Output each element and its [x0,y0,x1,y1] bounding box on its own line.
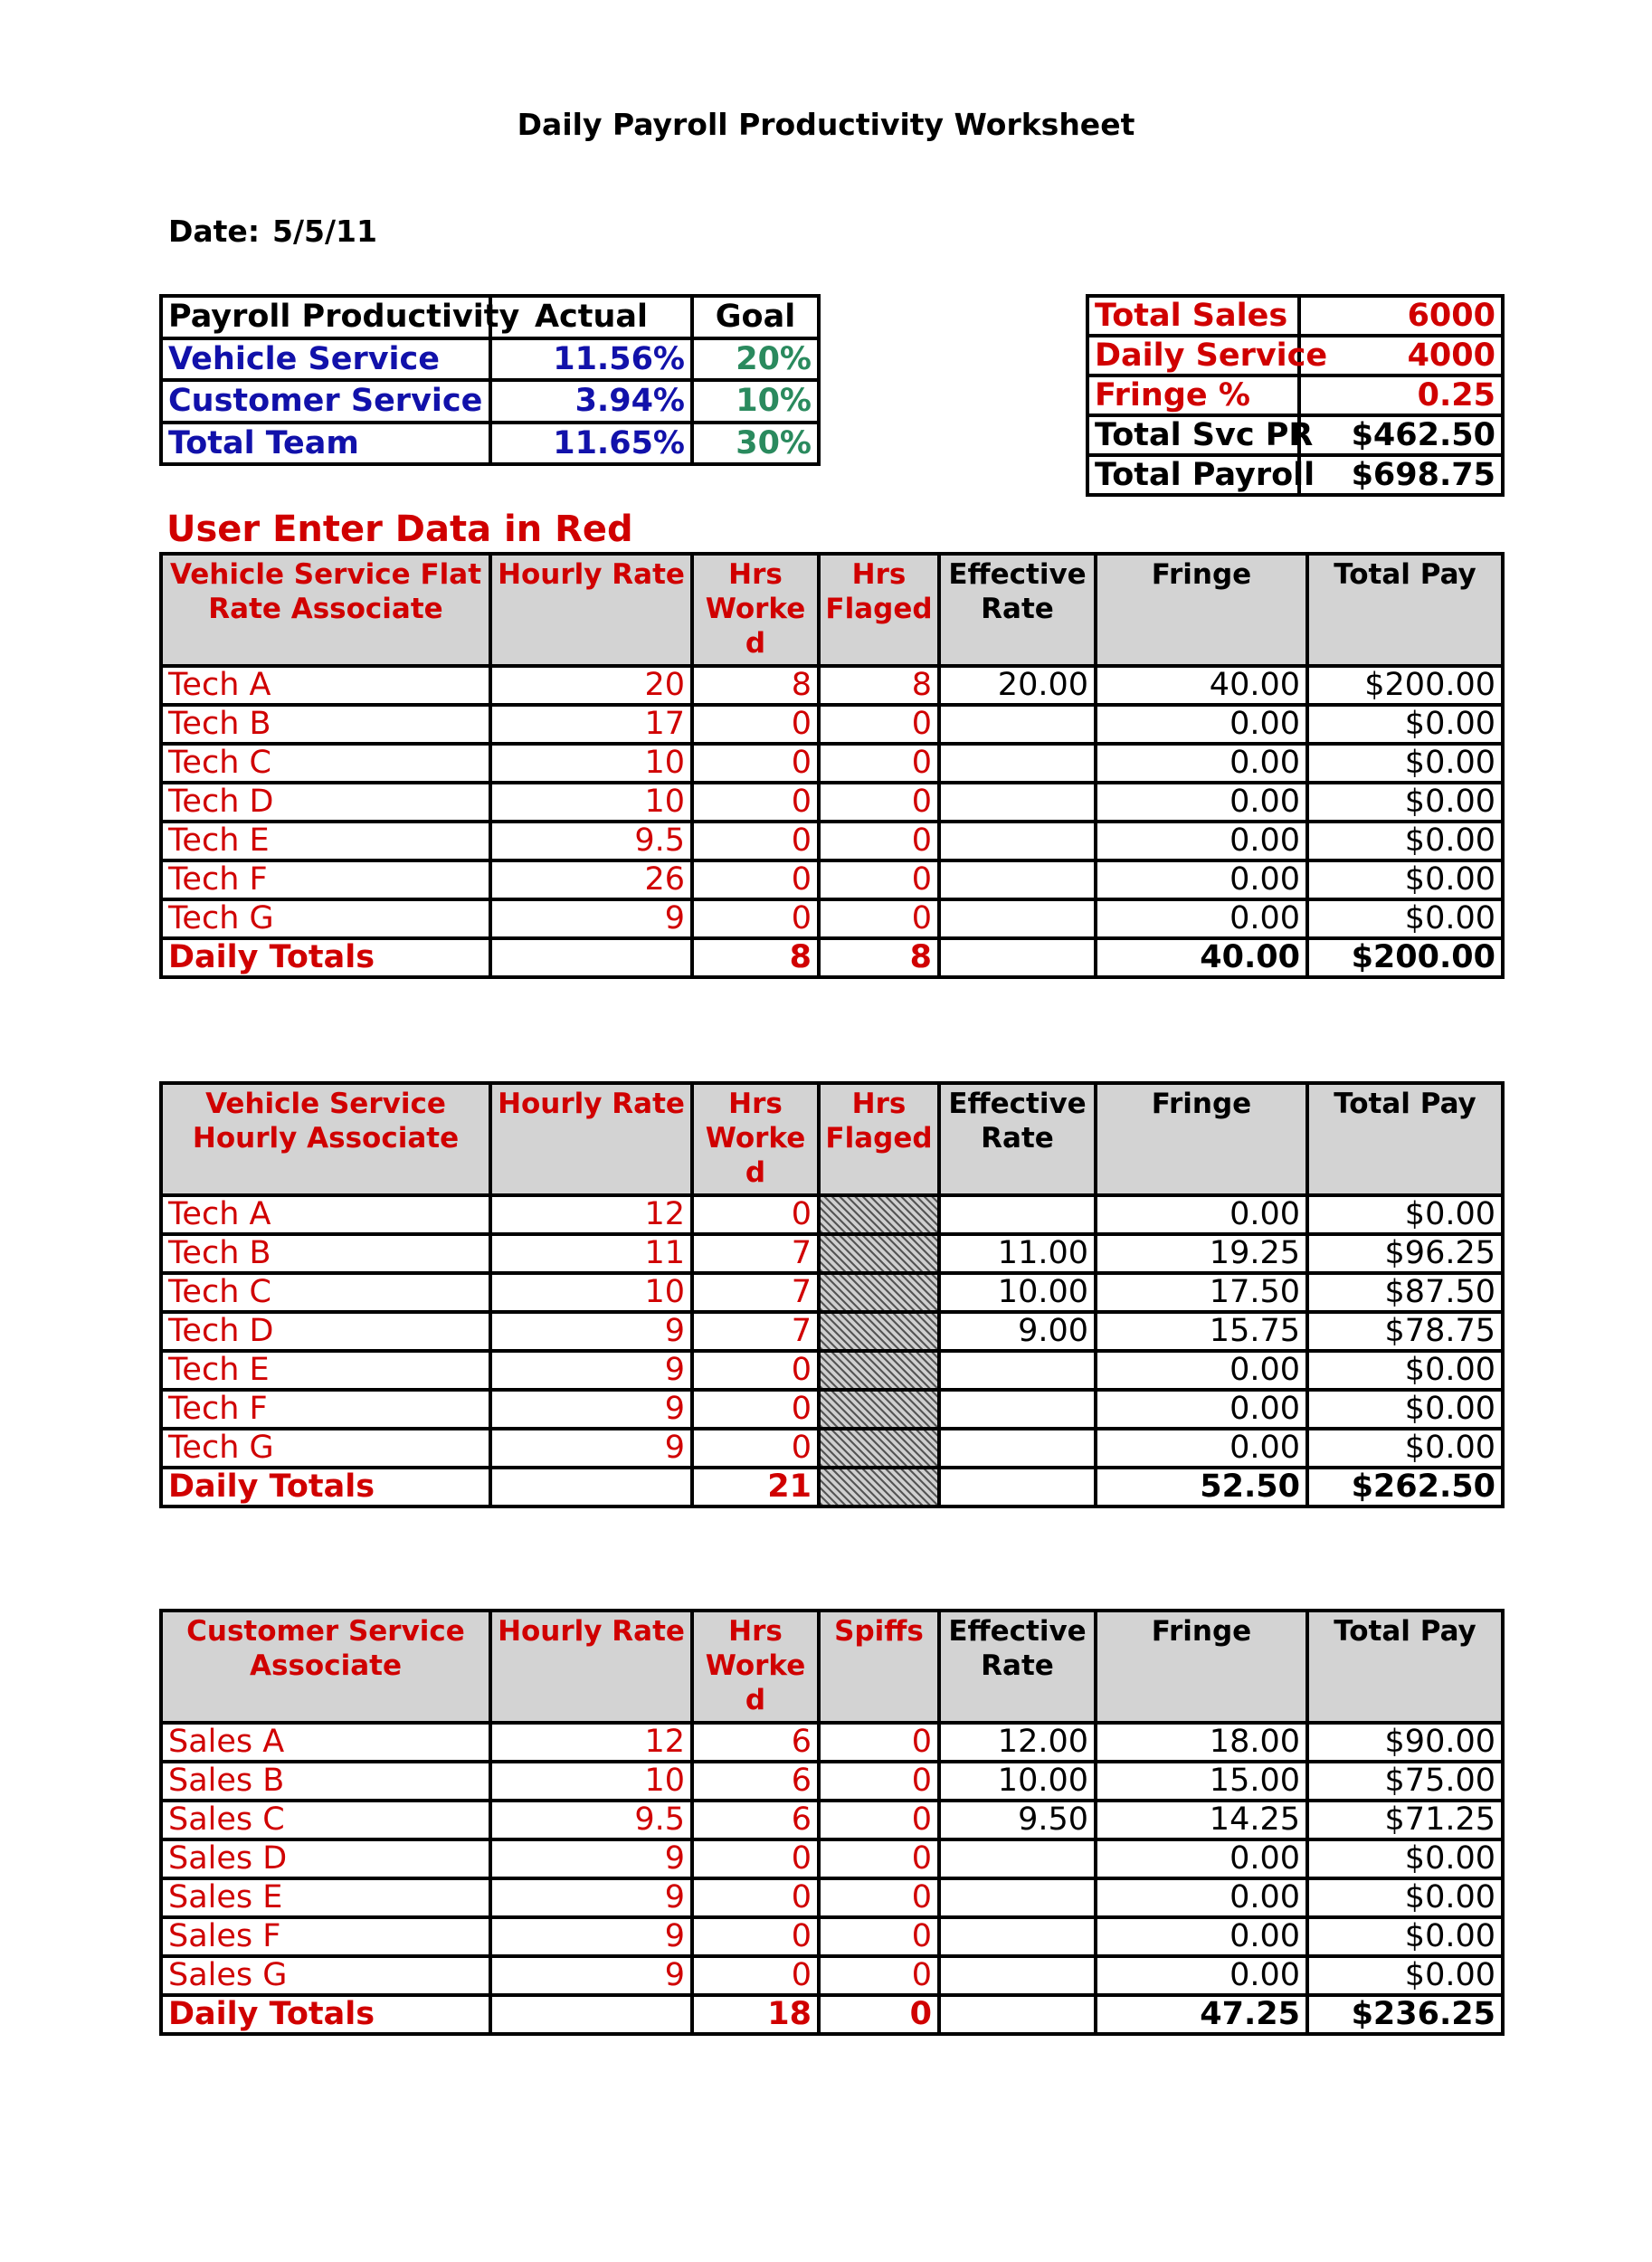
hourly-rate-cell[interactable]: 12 [490,1195,692,1234]
totals-label: Daily Totals [161,1995,490,2034]
total-pay-cell: $0.00 [1307,1956,1503,1995]
table-row [161,1234,1503,1273]
total-pay-cell: $71.25 [1307,1801,1503,1839]
prod-row-label: Total Team [161,423,490,465]
hourly-rate-cell[interactable]: 20 [490,666,692,705]
totals-row [161,938,1503,977]
hrs-worked-cell[interactable]: 6 [692,1801,819,1839]
hourly-rate-cell[interactable]: 11 [490,1234,692,1273]
total-pay-cell: $0.00 [1307,1839,1503,1878]
column-header: Fringe [1096,554,1307,666]
prod-header-label: Payroll Productivity [161,296,490,338]
hrs-worked-cell[interactable]: 0 [692,1917,819,1956]
total-pay-cell: $78.75 [1307,1312,1503,1351]
fringe-cell: 0.00 [1096,1195,1307,1234]
hourly-rate-cell[interactable]: 10 [490,1762,692,1801]
fringe-cell: 0.00 [1096,783,1307,822]
fringe-cell: 15.00 [1096,1762,1307,1801]
hrs-flagged-cell [819,1195,939,1234]
column-header: Effective Rate [939,554,1096,666]
fringe-cell: 40.00 [1096,666,1307,705]
total-pay-cell: $0.00 [1307,1195,1503,1234]
effective-rate-cell [939,1839,1096,1878]
hourly-rate-cell[interactable]: 9 [490,1839,692,1878]
hrs-flagged-cell[interactable]: 0 [819,783,939,822]
column-header: Vehicle Service Hourly Associate [161,1083,490,1195]
fringe-cell: 0.00 [1096,1390,1307,1429]
total-pay-total: $262.50 [1307,1468,1503,1506]
prod-row-goal[interactable]: 10% [692,380,819,423]
hrs-flagged-total: 0 [819,1995,939,2034]
hrs-worked-cell[interactable]: 7 [692,1273,819,1312]
fringe-cell: 0.00 [1096,1956,1307,1995]
hourly-rate-cell[interactable]: 9 [490,1429,692,1468]
fringe-total: 47.25 [1096,1995,1307,2034]
effective-rate-cell: 20.00 [939,666,1096,705]
associate-name-cell[interactable]: Sales E [161,1878,490,1917]
fringe-cell: 0.00 [1096,1917,1307,1956]
hrs-worked-cell[interactable]: 0 [692,783,819,822]
fringe-cell: 0.00 [1096,1351,1307,1390]
hrs-worked-cell[interactable]: 0 [692,1351,819,1390]
table-row [161,666,1503,705]
date-value[interactable]: 5/5/11 [272,214,377,249]
effective-rate-cell: 10.00 [939,1273,1096,1312]
table-row [161,1195,1503,1234]
total-pay-cell: $0.00 [1307,860,1503,899]
column-header: Hrs Worke d [692,1611,819,1723]
fringe-cell: 18.00 [1096,1723,1307,1762]
hrs-flagged-cell [819,1429,939,1468]
hourly-rate-total [490,1468,692,1506]
total-pay-cell: $0.00 [1307,1429,1503,1468]
table-row [161,1390,1503,1429]
hrs-worked-cell[interactable]: 0 [692,744,819,783]
prod-row-goal[interactable]: 20% [692,338,819,381]
hrs-flagged-total [819,1468,939,1506]
hourly-rate-cell[interactable]: 10 [490,783,692,822]
table-row [161,744,1503,783]
effective-rate-cell [939,1878,1096,1917]
associate-name-cell[interactable]: Tech B [161,705,490,744]
hourly-rate-cell[interactable]: 9 [490,1390,692,1429]
effective-rate-total [939,1468,1096,1506]
table-row [161,899,1503,938]
total-pay-cell: $0.00 [1307,744,1503,783]
table-row [161,1351,1503,1390]
hrs-worked-cell[interactable]: 7 [692,1234,819,1273]
column-header: Vehicle Service Flat Rate Associate [161,554,490,666]
hourly-rate-total [490,938,692,977]
hrs-worked-cell[interactable]: 6 [692,1762,819,1801]
summary-label: Total Svc PR [1087,415,1299,455]
associate-name-cell[interactable]: Tech C [161,744,490,783]
hourly-rate-cell[interactable]: 9 [490,1351,692,1390]
hourly-rate-cell[interactable]: 10 [490,1273,692,1312]
fringe-cell: 19.25 [1096,1234,1307,1273]
hourly-rate-cell[interactable]: 9 [490,899,692,938]
prod-row-label: Customer Service [161,380,490,423]
hourly-rate-cell[interactable]: 9 [490,1917,692,1956]
fringe-cell: 0.00 [1096,1429,1307,1468]
prod-row-label: Vehicle Service [161,338,490,381]
hourly-rate-cell[interactable]: 12 [490,1723,692,1762]
effective-rate-cell [939,744,1096,783]
effective-rate-cell [939,860,1096,899]
total-pay-cell: $0.00 [1307,1351,1503,1390]
hourly-rate-cell[interactable]: 9 [490,1878,692,1917]
hrs-flagged-cell [819,1351,939,1390]
associate-name-cell[interactable]: Sales G [161,1956,490,1995]
fringe-cell: 0.00 [1096,1878,1307,1917]
column-header: Hourly Rate [490,1611,692,1723]
hourly-rate-cell[interactable]: 9 [490,1956,692,1995]
hrs-worked-cell[interactable]: 0 [692,1390,819,1429]
page-title: Daily Payroll Productivity Worksheet [517,107,1135,142]
column-header: Hrs Worke d [692,554,819,666]
summary-value-input[interactable]: 4000 [1299,336,1503,375]
column-header: Hourly Rate [490,554,692,666]
customer-service-table [159,1609,1505,2036]
date-label: Date: [168,214,261,249]
total-pay-cell: $0.00 [1307,1878,1503,1917]
effective-rate-cell [939,1917,1096,1956]
fringe-cell: 0.00 [1096,744,1307,783]
hrs-flagged-cell[interactable]: 0 [819,822,939,860]
associate-name-cell[interactable]: Sales F [161,1917,490,1956]
summary-label: Daily Service [1087,336,1299,375]
date-line [168,214,377,249]
hrs-worked-cell[interactable]: 0 [692,1956,819,1995]
table-row [161,705,1503,744]
prod-row-actual: 3.94% [490,380,692,423]
effective-rate-cell: 11.00 [939,1234,1096,1273]
hrs-worked-cell[interactable]: 0 [692,705,819,744]
hrs-flagged-cell [819,1234,939,1273]
table-row [161,860,1503,899]
hourly-rate-cell[interactable]: 9.5 [490,822,692,860]
column-header: Total Pay [1307,1611,1503,1723]
hrs-worked-cell[interactable]: 0 [692,1429,819,1468]
associate-name-cell[interactable]: Tech E [161,822,490,860]
column-header: Fringe [1096,1611,1307,1723]
table-row [161,1762,1503,1801]
effective-rate-cell [939,1429,1096,1468]
hrs-worked-cell[interactable]: 6 [692,1723,819,1762]
column-header: Fringe [1096,1083,1307,1195]
fringe-cell: 0.00 [1096,822,1307,860]
hrs-flagged-cell[interactable]: 0 [819,1917,939,1956]
table-row [161,1273,1503,1312]
total-pay-cell: $0.00 [1307,1917,1503,1956]
effective-rate-total [939,1995,1096,2034]
summary-label: Total Payroll [1087,455,1299,495]
column-header: Effective Rate [939,1611,1096,1723]
associate-name-cell[interactable]: Sales D [161,1839,490,1878]
effective-rate-cell: 12.00 [939,1723,1096,1762]
column-header: Spiffs [819,1611,939,1723]
summary-value-input[interactable]: 0.25 [1299,375,1503,415]
effective-rate-cell [939,1195,1096,1234]
associate-name-cell[interactable]: Sales A [161,1723,490,1762]
associate-name-cell[interactable]: Tech D [161,783,490,822]
effective-rate-cell [939,1956,1096,1995]
totals-label: Daily Totals [161,1468,490,1506]
hrs-flagged-cell[interactable]: 0 [819,1956,939,1995]
effective-rate-cell [939,783,1096,822]
effective-rate-cell [939,1390,1096,1429]
column-header: Hrs Flaged [819,1083,939,1195]
associate-name-cell[interactable]: Sales C [161,1801,490,1839]
hrs-worked-total: 18 [692,1995,819,2034]
table-row [161,1839,1503,1878]
fringe-cell: 14.25 [1096,1801,1307,1839]
hourly-rate-cell[interactable]: 26 [490,860,692,899]
effective-rate-cell [939,1351,1096,1390]
hrs-flagged-cell[interactable]: 0 [819,1723,939,1762]
hourly-rate-total [490,1995,692,2034]
associate-name-cell[interactable]: Tech D [161,1312,490,1351]
hourly-table [159,1081,1505,1508]
column-header: Total Pay [1307,1083,1503,1195]
effective-rate-total [939,938,1096,977]
fringe-total: 52.50 [1096,1468,1307,1506]
fringe-cell: 0.00 [1096,1839,1307,1878]
total-pay-cell: $87.50 [1307,1273,1503,1312]
associate-name-cell[interactable]: Tech F [161,860,490,899]
flat-rate-table [159,552,1505,979]
total-pay-cell: $0.00 [1307,783,1503,822]
table-row [161,783,1503,822]
total-pay-total: $236.25 [1307,1995,1503,2034]
total-pay-cell: $0.00 [1307,705,1503,744]
hrs-flagged-total: 8 [819,938,939,977]
table-row [161,1312,1503,1351]
hrs-worked-cell[interactable]: 0 [692,1878,819,1917]
associate-name-cell[interactable]: Tech A [161,666,490,705]
totals-label: Daily Totals [161,938,490,977]
hrs-flagged-cell[interactable]: 0 [819,1878,939,1917]
total-pay-cell: $75.00 [1307,1762,1503,1801]
effective-rate-cell [939,705,1096,744]
hrs-flagged-cell[interactable]: 0 [819,705,939,744]
associate-name-cell[interactable]: Tech G [161,1429,490,1468]
associate-name-cell[interactable]: Tech F [161,1390,490,1429]
effective-rate-cell [939,822,1096,860]
hrs-flagged-cell [819,1312,939,1351]
total-pay-cell: $0.00 [1307,899,1503,938]
summary-table [1086,294,1505,497]
prod-row-actual: 11.56% [490,338,692,381]
column-header: Total Pay [1307,554,1503,666]
effective-rate-cell [939,899,1096,938]
hourly-rate-cell[interactable]: 10 [490,744,692,783]
summary-value-input[interactable]: 6000 [1299,296,1503,336]
user-instruction: User Enter Data in Red [166,508,633,550]
summary-value: $698.75 [1299,455,1503,495]
total-pay-cell: $200.00 [1307,666,1503,705]
hourly-rate-cell[interactable]: 17 [490,705,692,744]
fringe-cell: 0.00 [1096,899,1307,938]
effective-rate-cell: 10.00 [939,1762,1096,1801]
prod-row-goal[interactable]: 30% [692,423,819,465]
column-header: Hrs Flaged [819,554,939,666]
hrs-worked-cell[interactable]: 0 [692,860,819,899]
table-row [161,1429,1503,1468]
hrs-flagged-cell[interactable]: 0 [819,1839,939,1878]
hourly-rate-cell[interactable]: 9 [490,1312,692,1351]
table-row [161,1801,1503,1839]
associate-name-cell[interactable]: Tech B [161,1234,490,1273]
total-pay-cell: $0.00 [1307,1390,1503,1429]
fringe-cell: 15.75 [1096,1312,1307,1351]
associate-name-cell[interactable]: Sales B [161,1762,490,1801]
prod-row-actual: 11.65% [490,423,692,465]
summary-label: Fringe % [1087,375,1299,415]
hrs-worked-cell[interactable]: 0 [692,899,819,938]
hrs-flagged-cell [819,1273,939,1312]
table-row [161,1956,1503,1995]
summary-value: $462.50 [1299,415,1503,455]
total-pay-total: $200.00 [1307,938,1503,977]
hrs-worked-cell[interactable]: 0 [692,1195,819,1234]
hrs-flagged-cell[interactable]: 0 [819,860,939,899]
total-pay-cell: $90.00 [1307,1723,1503,1762]
hourly-rate-cell[interactable]: 9.5 [490,1801,692,1839]
totals-row [161,1468,1503,1506]
hrs-flagged-cell[interactable]: 0 [819,1762,939,1801]
associate-name-cell[interactable]: Tech C [161,1273,490,1312]
table-row [161,822,1503,860]
column-header: Hrs Worke d [692,1083,819,1195]
table-row [161,1917,1503,1956]
fringe-cell: 0.00 [1096,705,1307,744]
table-row [161,1878,1503,1917]
fringe-total: 40.00 [1096,938,1307,977]
hrs-flagged-cell[interactable]: 8 [819,666,939,705]
totals-row [161,1995,1503,2034]
associate-name-cell[interactable]: Tech E [161,1351,490,1390]
associate-name-cell[interactable]: Tech G [161,899,490,938]
hrs-worked-total: 21 [692,1468,819,1506]
hrs-flagged-cell[interactable]: 0 [819,899,939,938]
column-header: Customer Service Associate [161,1611,490,1723]
hrs-worked-cell[interactable]: 0 [692,822,819,860]
hrs-worked-cell[interactable]: 8 [692,666,819,705]
total-pay-cell: $0.00 [1307,822,1503,860]
hrs-flagged-cell[interactable]: 0 [819,1801,939,1839]
fringe-cell: 17.50 [1096,1273,1307,1312]
hrs-flagged-cell [819,1390,939,1429]
effective-rate-cell: 9.00 [939,1312,1096,1351]
total-pay-cell: $96.25 [1307,1234,1503,1273]
hrs-worked-cell[interactable]: 0 [692,1839,819,1878]
prod-header-goal: Goal [692,296,819,338]
column-header: Hourly Rate [490,1083,692,1195]
hrs-worked-total: 8 [692,938,819,977]
productivity-table [159,294,821,466]
table-row [161,1723,1503,1762]
prod-header-actual: Actual [490,296,692,338]
hrs-worked-cell[interactable]: 7 [692,1312,819,1351]
summary-label: Total Sales [1087,296,1299,336]
column-header: Effective Rate [939,1083,1096,1195]
associate-name-cell[interactable]: Tech A [161,1195,490,1234]
effective-rate-cell: 9.50 [939,1801,1096,1839]
fringe-cell: 0.00 [1096,860,1307,899]
hrs-flagged-cell[interactable]: 0 [819,744,939,783]
